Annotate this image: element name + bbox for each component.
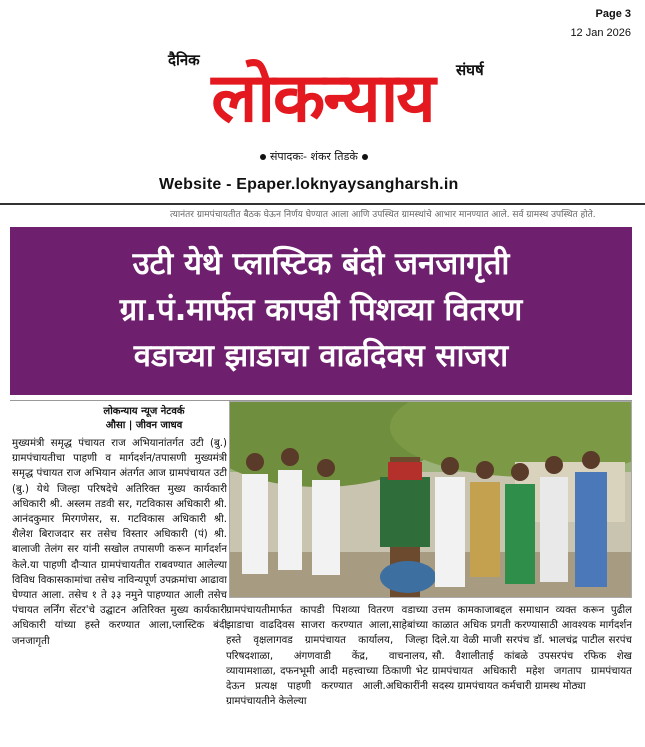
photo-illustration [230,402,632,598]
masthead-sangharsh: संघर्ष [456,61,484,79]
byline-reporter: औसा | जीवन जाधव [105,420,183,431]
byline [58,405,230,433]
headline-line-3: वडाच्या झाडाचा वाढदिवस साजरा [133,338,509,374]
byline-agency: लोकन्याय न्यूज नेटवर्क [103,406,185,417]
header-divider [0,203,645,205]
website-url[interactable]: Website - Epaper.loknyaysangharsh.in [159,176,459,193]
article-text-3: उत्तम कामकाजाबद्दल समाधान व्यक्त करून पुढील काळात अधिक प्रगती करण्यासाठी आवश्यक मार्गदर्शन दिले.या वेळी माजी सरपंच डॉ. भालचंद्र पाटील सरपंच सौ. वैशालीताई कांबळे उपसरपंच रफिक शेख ग्रामपंचायत अधिकारी महेश जगताप ग्रामपंचायत सदस्य ग्रामपंचायत कर्मचारी ग्रामस्थ मोठ्या [432,605,632,693]
article-text-1: मुख्यमंत्री समृद्ध पंचायत राज अभियानांतर्गत उटी (बु.) ग्रामपंचायतीचा पाहणी व मार्गदर्शन/तपासणी मुख्यमंत्री समृद्ध पंचायत राज अभियान अंतर्गत आज ग्रामपंचायत उटी (बु.) येथे जिल्हा परिषदेचे अतिरिक्त मुख्य कार्यकारी अधिकारी श्री. अस्लम तडवी सर, गटविकास अधिकारी श्री. आनंदकुमार मिरगणेसर, स. गटविकास अधिकारी श्री. शैलेश बिराजदार सर तसेच विस्तार अधिकारी (पं) श्री. बालाजी तेलंग सर यांनी सखोल तपासणी करून मार्गदर्शन केले.या पाहणी दौऱ्यात ग्रामपंचायतीत राबवण्यात आलेल्या विविध विकासकामांचा तसेच नाविन्यपूर्ण उपक्रमांचा आढावा घेण्यात आला. तसेच १ ते ३३ नमुने पाहण्यात आली तसेच पंचायत लर्निंग सेंटर'चे उद्घाटन अतिरिक्त मुख्य कार्यकारी अधिकारी यांच्या हस्ते करण्यात आला,प्लास्टिक बंदी जनजागृती [12,438,227,647]
news-photo [229,401,632,598]
article-column-2 [226,603,428,745]
masthead-daily: दैनिक [168,51,200,69]
bullet-icon [260,154,266,160]
masthead-logo: लोकन्याय [211,59,434,138]
page-number: Page 3 [595,8,631,20]
editor-text: संपादकः- शंकर तिडके [270,150,358,163]
article-text-2: ग्रामपंचायतीमार्फत कापडी पिशव्या वितरण वडाच्या झाडाचा वाढदिवस साजरा करण्यात आला,साहेबांच्या हस्ते वृक्षलागवड ग्रामपंचायत कार्यालय, जिल्हा परिषदशाळा, अंगणवाडी केंद्र, वाचनालय, व्यायामशाळा, दफनभूमी आदी महत्त्वाच्या ठिकाणी भेट देऊन प्रत्यक्ष पाहणी करण्यात आली.अधिकारींनी ग्रामपंचायतीने केलेल्या [226,605,428,708]
issue-date: 12 Jan 2026 [570,27,631,39]
headline-line-1: उटी येथे प्लास्टिक बंदी जनजागृती [132,246,510,282]
bullet-icon [362,154,368,160]
headline-line-2: ग्रा.पं.मार्फत कापडी पिशव्या वितरण [119,292,523,328]
headline-banner [10,227,632,395]
article-column-1 [12,436,227,745]
bleed-through-text: त्यानंतर ग्रामपंचायतीत बैठक घेऊन निर्णय घेण्यात आला आणि उपस्थित ग्रामस्थांचे आभार मानण्यात आले. सर्व ग्रामस्थ उपस्थित होते. [170,210,596,220]
editor-line [256,149,372,164]
article-column-3 [432,603,632,745]
